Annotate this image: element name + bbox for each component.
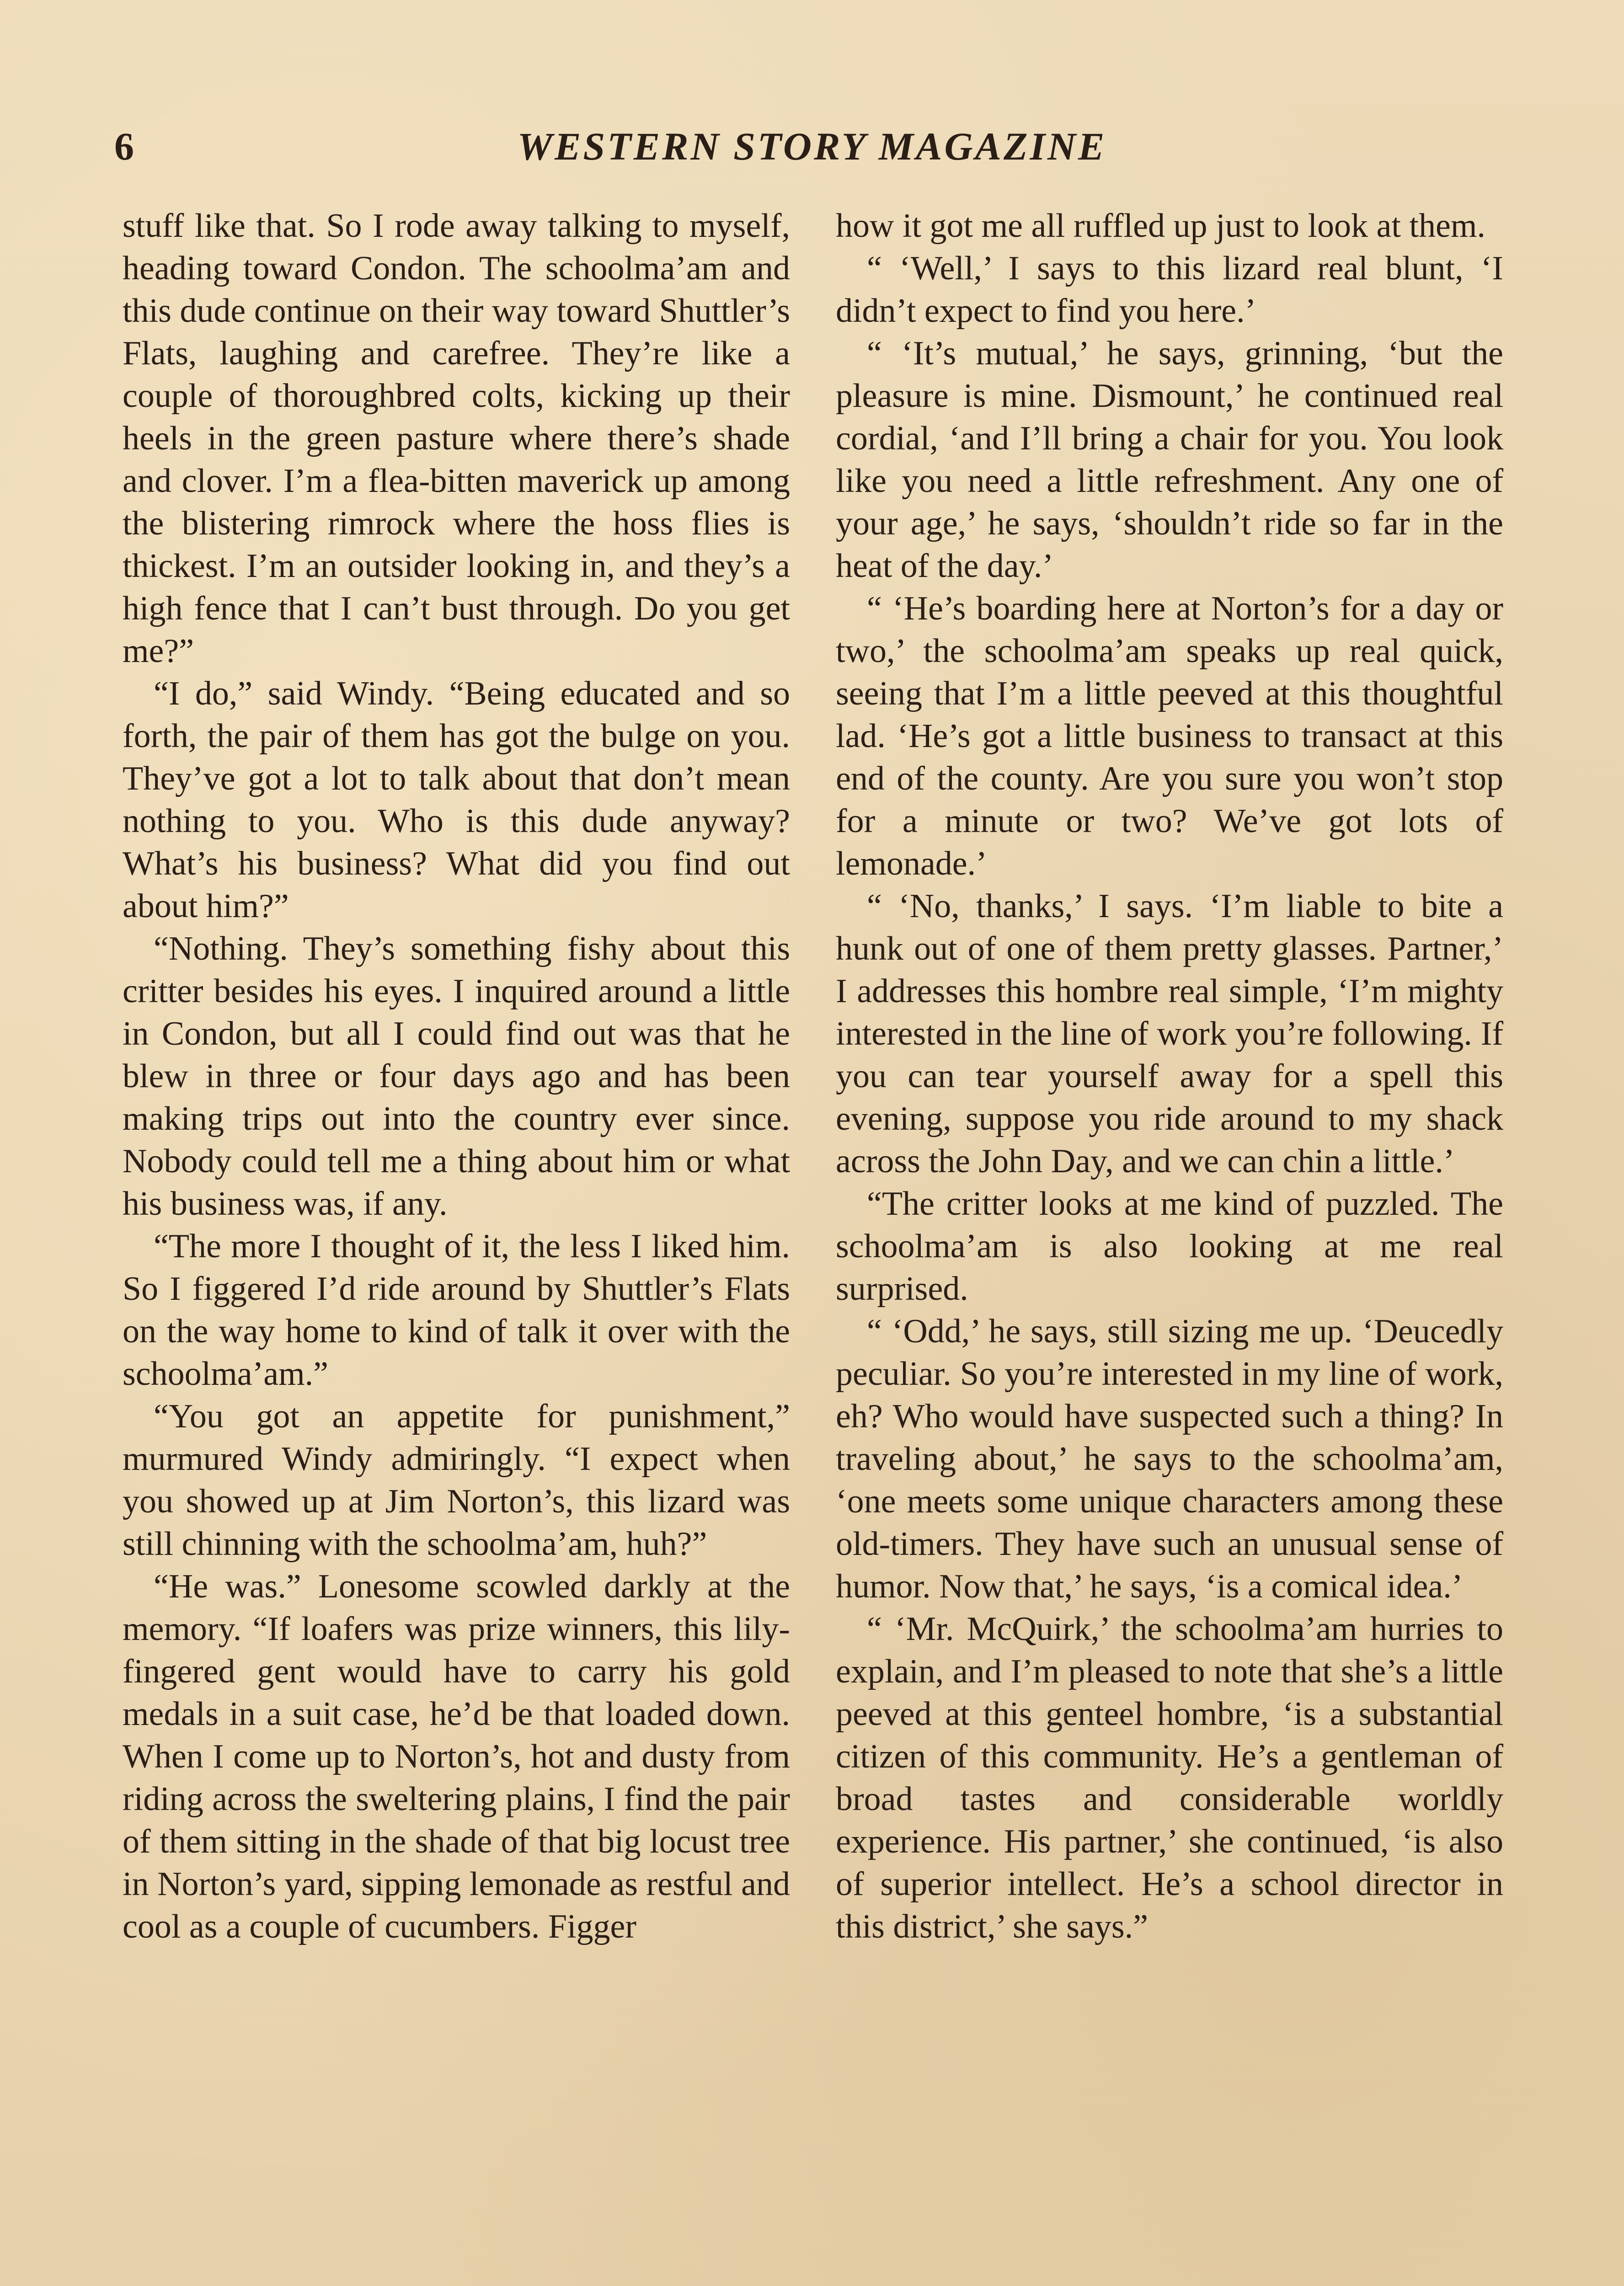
paragraph: “ ‘Well,’ I says to this lizard real blunt, ‘I didn’t expect to find you here.’ — [836, 250, 1503, 330]
paragraph: “He was.” Lonesome scowled darkly at the memory. “If loafers was prize winners, this lily-fingered gent would have to carry his gold medals in a suit case, he’d be that loaded down. When I come up to Norton’s, hot and dusty from riding across the sweltering plains, I find the pair of them sitting in the shade of that big locust tree in Norton’s yard, sipping lemonade as restful and cool as a couple of cucumbers. Figger — [123, 1568, 790, 1945]
paragraph: stuff like that. So I rode away talking to myself, heading toward Condon. The schoolma’am and this dude continue on their way toward Shuttler’s Flats, laughing and carefree. They’re like a couple of thoroughbred colts, kicking up their heels in the green pasture where there’s shade and clover. I’m a flea-bitten maverick up among the blistering rimrock where the hoss flies is thickest. I’m an outsider looking in, and they’s a high fence that I can’t bust through. Do you get me?” — [123, 207, 790, 670]
paragraph: “ ‘He’s boarding here at Norton’s for a day or two,’ the schoolma’am speaks up real quick, seeing that I’m a little peeved at this thoughtful lad. ‘He’s got a little business to transact at this end of the county. Are you sure you won’t stop for a minute or two? We’ve got lots of lemonade.’ — [836, 590, 1503, 882]
left-column — [123, 205, 790, 1948]
paragraph: “You got an appetite for punishment,” murmured Windy admiringly. “I expect when you showed up at Jim Norton’s, this lizard was still chinning with the schoolma’am, huh?” — [123, 1398, 790, 1563]
page-number: 6 — [114, 124, 134, 168]
paragraph: “The critter looks at me kind of puzzled. The schoolma’am is also looking at me real surprised. — [836, 1185, 1503, 1308]
paragraph: “ ‘Mr. McQuirk,’ the schoolma’am hurries to explain, and I’m pleased to note that she’s a little peeved at this genteel hombre, ‘is a substantial citizen of this community. He’s a gentleman of broad tastes and considerable worldly experience. His partner,’ she continued, ‘is also of superior intellect. He’s a school director in this district,’ she says.” — [836, 1610, 1503, 1945]
paragraph: “I do,” said Windy. “Being educated and so forth, the pair of them has got the bulge on you. They’ve got a lot to talk about that don’t mean nothing to you. Who is this dude anyway? What’s his business? What did you find out about him?” — [123, 675, 790, 925]
paragraph: “Nothing. They’s something fishy about this critter besides his eyes. I inquired around a little in Condon, but all I could find out was that he blew in three or four days ago and has been making trips out into the country ever since. Nobody could tell me a thing about him or what his business was, if any. — [123, 930, 790, 1223]
paragraph: how it got me all ruffled up just to look at them. — [836, 207, 1485, 245]
paragraph: “ ‘Odd,’ he says, still sizing me up. ‘Deucedly peculiar. So you’re interested in my line of work, eh? Who would have suspected such a thing? In traveling about,’ he says to the schoolma’am, ‘one meets some unique characters among these old-timers. They have such an unusual sense of humor. Now that,’ he says, ‘is a comical idea.’ — [836, 1313, 1503, 1605]
right-column — [836, 205, 1503, 1948]
paragraph: “ ‘It’s mutual,’ he says, grinning, ‘but the pleasure is mine. Dismount,’ he continued real cordial, ‘and I’ll bring a chair for you. You look like you need a little refreshment. Any one of your age,’ he says, ‘shouldn’t ride so far in the heat of the day.’ — [836, 335, 1503, 585]
running-head: WESTERN STORY MAGAZINE — [517, 124, 1107, 168]
paragraph: “The more I thought of it, the less I liked him. So I figgered I’d ride around by Shuttler’s Flats on the way home to kind of talk it over with the schoolma’am.” — [123, 1228, 790, 1393]
page-header — [110, 123, 1514, 178]
paragraph: “ ‘No, thanks,’ I says. ‘I’m liable to bite a hunk out of one of them pretty glasses. Partner,’ I addresses this hombre real simple, ‘I’m mighty interested in the line of work you’re following. If you can tear yourself away for a spell this evening, suppose you ride around to my shack across the John Day, and we can chin a little.’ — [836, 887, 1503, 1180]
